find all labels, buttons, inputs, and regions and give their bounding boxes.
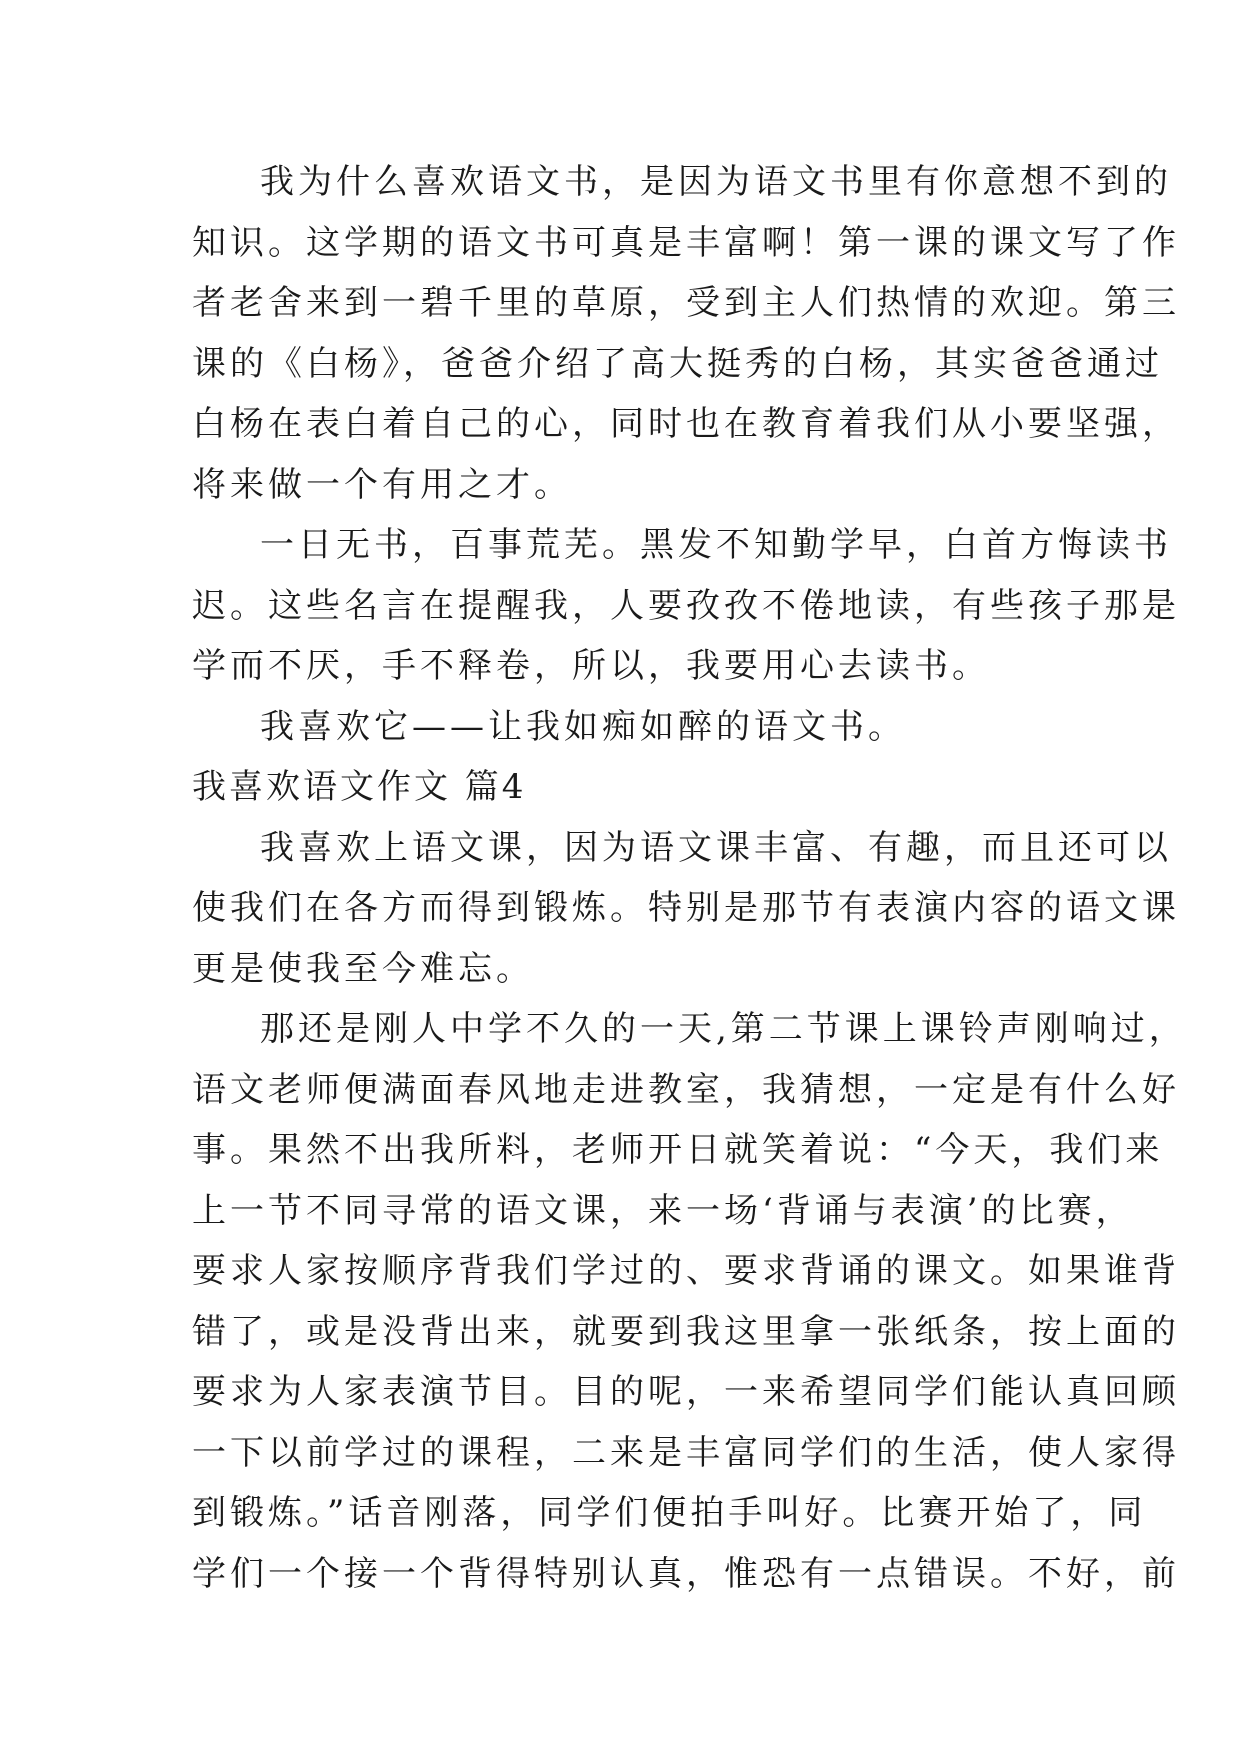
text-line: 学们一个接一个背得特别认真，惟恐有一点错误。不好，前 (192, 1553, 1180, 1594)
text-line: 错了，或是没背出来，就要到我这里拿一张纸条，按上面的 (192, 1311, 1180, 1352)
text-line: 课的《白杨》，爸爸介绍了高大挺秀的白杨，其实爸爸通过 (192, 343, 1163, 384)
document-body (192, 152, 1187, 1604)
text-line: 事。果然不出我所料，老师开日就笑着说：“今天，我们来 (192, 1130, 1164, 1170)
text-line: 我喜欢它——让我如痴如醉的语文书。 (260, 706, 906, 747)
text-line: 使我们在各方而得到锻炼。特别是那节有表演内容的语文课 (192, 888, 1180, 928)
text-line: 上一节不同寻常的语文课，来一场‘背诵与表演’的比赛， (192, 1190, 1134, 1231)
text-line: 更是使我至今难忘。 (192, 948, 534, 989)
text-line: 我喜欢上语文课，因为语文课丰富、有趣，而且还可以 (260, 827, 1172, 868)
text-line: 迟。这些名言在提醒我，人要孜孜不倦地读，有些孩子那是 (192, 585, 1180, 626)
text-line: 那还是刚人中学不久的一天,第二节课上课铃声刚响过， (260, 1009, 1187, 1049)
text-line: 者老舍来到一碧千里的草原，受到主人们热情的欢迎。第三 (192, 283, 1180, 323)
text-line: 我为什么喜欢语文书，是因为语文书里有你意想不到的 (260, 162, 1172, 202)
text-line: 到锻炼。”话音刚落，同学们便拍手叫好。比赛开始了，同 (192, 1493, 1147, 1533)
text-line: 学而不厌，手不释卷，所以，我要用心去读书。 (192, 646, 990, 686)
text-line: 将来做一个有用之才。 (192, 464, 572, 505)
text-line: 要求人家按顺序背我们学过的、要求背诵的课文。如果谁背 (192, 1251, 1180, 1291)
text-line: 白杨在表白着自己的心，同时也在教育着我们从小要坚强， (192, 404, 1180, 444)
text-line: 语文老师便满面春风地走进教室，我猜想，一定是有什么好 (192, 1069, 1180, 1110)
text-line: 一日无书，百事荒芜。黑发不知勤学早，白首方悔读书 (260, 525, 1172, 565)
text-line: 要求为人家表演节目。目的呢，一来希望同学们能认真回顾 (192, 1372, 1180, 1412)
text-line: 一下以前学过的课程，二来是丰富同学们的生活，使人家得 (192, 1432, 1180, 1473)
text-line: 知识。这学期的语文书可真是丰富啊！第一课的课文写了作 (192, 222, 1180, 263)
section-heading: 我喜欢语文作文 篇4 (192, 767, 527, 807)
